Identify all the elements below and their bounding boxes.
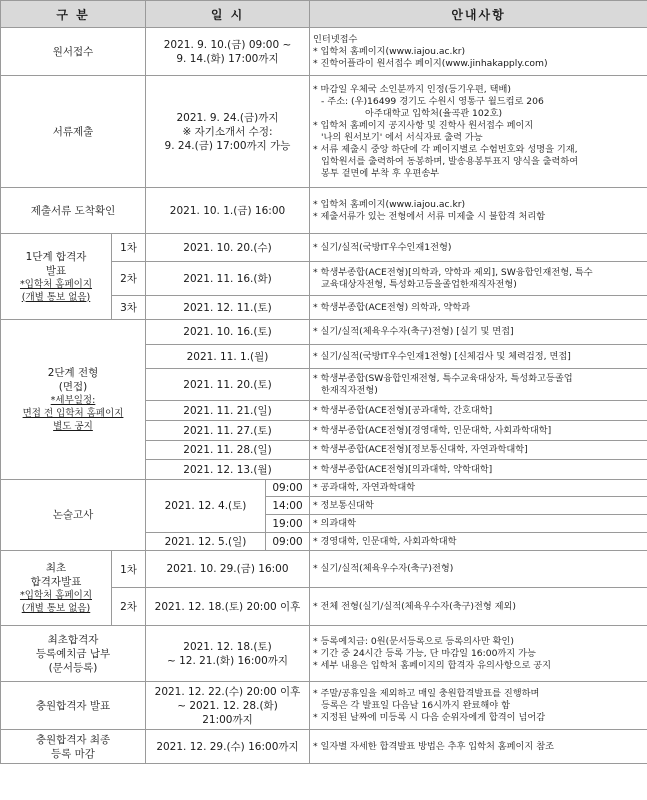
row-stage2-item bbox=[1, 320, 647, 345]
date-cell: 2021. 10. 20.(수) bbox=[146, 234, 310, 262]
date-cell: 2021. 12. 22.(수) 20:00 이후 ~ 2021. 12. 28.(화) 21:00까지 bbox=[146, 682, 310, 730]
info-line: * 마감일 우체국 소인분까지 인정(등기우편, 택배) bbox=[313, 83, 511, 95]
row-deposit bbox=[1, 626, 647, 682]
info-cell bbox=[310, 369, 647, 401]
info-line: * 입학처 홈페이지(www.iajou.ac.kr) bbox=[313, 198, 466, 210]
stage-note: *세부일정: 면접 전 입학처 홈페이지 별도 공지 bbox=[22, 395, 124, 432]
date-cell: 2021. 12. 18.(토) 20:00 이후 bbox=[146, 588, 310, 626]
info-line: * 서류 제출시 중앙 하단에 각 페이지별로 수험번호와 성명을 기재, bbox=[313, 143, 578, 155]
info-line: * 등록예치금: 0원(문서등록으로 등록의사만 확인) bbox=[313, 635, 515, 647]
row-final-1 bbox=[1, 551, 647, 588]
info-cell bbox=[310, 626, 647, 682]
date-cell: 2021. 10. 16.(토) bbox=[146, 320, 310, 345]
row-application bbox=[1, 28, 647, 76]
info-cell bbox=[310, 296, 647, 320]
info-line: * 실기/실적(국방IT우수인재1전형) [신체검사 및 체력검정, 면접] bbox=[313, 350, 571, 362]
stage-title: 2단계 전형 (면접) bbox=[47, 367, 99, 393]
info-line: * 지정된 날짜에 미등록 시 다음 순위자에게 합격이 넘어감 bbox=[313, 711, 546, 723]
info-cell bbox=[310, 441, 647, 460]
info-cell bbox=[310, 682, 647, 730]
date-cell: 2021. 10. 29.(금) 16:00 bbox=[146, 551, 310, 588]
date-cell: 2021. 11. 21.(일) bbox=[146, 401, 310, 421]
info-cell bbox=[310, 76, 647, 188]
info-line: * 실기/실적(체육우수자(축구)전형) bbox=[313, 563, 454, 574]
time-cell: 19:00 bbox=[266, 515, 310, 533]
row-final-deadline bbox=[1, 730, 647, 764]
info-line: * 학생부종합(ACE전형)[공과대학, 간호대학] bbox=[313, 404, 493, 416]
date-cell: 2021. 12. 11.(토) bbox=[146, 296, 310, 320]
stage-title: 최초 합격자발표 bbox=[30, 562, 82, 588]
info-line: 봉투 겉면에 부착 후 우편송부 bbox=[321, 167, 440, 179]
info-cell bbox=[310, 421, 647, 441]
info-cell: * 의과대학 bbox=[310, 515, 647, 533]
stage-note: *입학처 홈페이지 (개별 통보 없음) bbox=[19, 278, 92, 303]
info-line: 아주대학교 입학처(율곡관 102호) bbox=[365, 107, 503, 119]
time-cell: 14:00 bbox=[266, 497, 310, 515]
round-label: 3차 bbox=[112, 296, 146, 320]
info-line: * 실기/실적(국방IT우수인재1전형) bbox=[313, 241, 452, 253]
header-date: 일 시 bbox=[146, 1, 310, 28]
header-category: 구 분 bbox=[1, 1, 146, 28]
time-cell: 09:00 bbox=[266, 533, 310, 551]
info-line: * 실기/실적(체육우수자(축구)전형) [실기 및 면접] bbox=[313, 326, 514, 337]
round-label: 2차 bbox=[112, 262, 146, 296]
header-info: 안내사항 bbox=[310, 1, 647, 28]
info-line: * 학생부종합(ACE전형)[의학과, 약학과 제외], SW융합인재전형, 특수 bbox=[313, 266, 593, 278]
stage-label bbox=[1, 320, 146, 480]
date-cell: 2021. 12. 29.(수) 16:00까지 bbox=[146, 730, 310, 764]
stage-label: 원서접수 bbox=[1, 28, 146, 76]
info-line: * 입학처 홈페이지(www.iajou.ac.kr) bbox=[313, 45, 466, 57]
info-cell bbox=[310, 730, 647, 764]
info-cell bbox=[310, 588, 647, 626]
stage-note: *입학처 홈페이지 (개별 통보 없음) bbox=[19, 590, 92, 614]
date-cell: 2021. 12. 18.(토) ~ 12. 21.(화) 16:00까지 bbox=[146, 626, 310, 682]
info-cell bbox=[310, 262, 647, 296]
info-line: * 학생부종합(ACE전형)[정보통신대학, 자연과학대학] bbox=[313, 444, 528, 455]
date-cell: 2021. 9. 24.(금)까지 ※ 자기소개서 수정: 9. 24.(금) 17:00까지 가능 bbox=[146, 76, 310, 188]
info-line: * 학생부종합(SW융합인재전형, 특수교육대상자, 특성화고등졸업 bbox=[313, 372, 573, 384]
info-line: 교육대상자전형, 특성화고등을졸업한재직자전형) bbox=[321, 278, 517, 290]
row-doc-check bbox=[1, 188, 647, 234]
date-cell: 2021. 10. 1.(금) 16:00 bbox=[146, 188, 310, 234]
date-cell: 2021. 11. 1.(월) bbox=[146, 345, 310, 369]
round-label: 2차 bbox=[112, 588, 146, 626]
date-cell: 2021. 11. 28.(일) bbox=[146, 441, 310, 460]
date-cell: 2021. 12. 4.(토) bbox=[146, 480, 266, 533]
date-cell: 2021. 11. 20.(토) bbox=[146, 369, 310, 401]
stage-label: 서류제출 bbox=[1, 76, 146, 188]
info-line: 인터넷접수 bbox=[313, 33, 358, 45]
info-line: * 학생부종합(ACE전형) 의학과, 약학과 bbox=[313, 301, 471, 313]
info-cell: * 정보통신대학 bbox=[310, 497, 647, 515]
info-line: * 제출서류가 있는 전형에서 서류 미제출 시 불합격 처리함 bbox=[313, 210, 546, 222]
info-line: * 전체 전형(실기/실적(체육우수자(축구)전형 제외) bbox=[313, 600, 516, 612]
date-cell: 2021. 9. 10.(금) 09:00 ~ 9. 14.(화) 17:00까지 bbox=[146, 28, 310, 76]
info-cell bbox=[310, 188, 647, 234]
info-line: 입학원서를 출력하여 동봉하며, 발송용봉투표지 양식을 출력하여 bbox=[321, 155, 579, 167]
stage-label: 제출서류 도착확인 bbox=[1, 188, 146, 234]
info-line: * 진학어플라이 원서접수 페이지(www.jinhakapply.com) bbox=[313, 57, 548, 69]
row-stage1-1 bbox=[1, 234, 647, 262]
info-line: * 학생부종합(ACE전형)[의과대학, 약학대학] bbox=[313, 463, 493, 475]
stage-label: 최초합격자 등록예치금 납부 (문서등록) bbox=[1, 626, 146, 682]
row-documents bbox=[1, 76, 647, 188]
info-line: '나의 원서보기' 에서 서식자료 출력 가능 bbox=[321, 131, 483, 143]
date-cell: 2021. 12. 5.(일) bbox=[146, 533, 266, 551]
stage-label: 충원합격자 발표 bbox=[1, 682, 146, 730]
row-essay-slot bbox=[1, 480, 647, 497]
stage-label: 충원합격자 최종 등록 마감 bbox=[1, 730, 146, 764]
round-label: 1차 bbox=[112, 234, 146, 262]
info-line: 한재직자전형) bbox=[321, 384, 378, 396]
stage-label bbox=[1, 551, 112, 626]
time-cell: 09:00 bbox=[266, 480, 310, 497]
date-cell: 2021. 12. 13.(월) bbox=[146, 460, 310, 480]
info-cell bbox=[310, 234, 647, 262]
info-line: * 세부 내용은 입학처 홈페이지의 합격자 유의사항으로 공지 bbox=[313, 659, 552, 671]
info-line: 등록은 각 발표일 다음날 16시까지 완료해야 함 bbox=[321, 699, 510, 711]
info-line: * 주말/공휴일을 제외하고 매일 충원합격발표를 진행하며 bbox=[313, 687, 540, 699]
info-cell bbox=[310, 401, 647, 421]
info-line: * 학생부종합(ACE전형)[경영대학, 인문대학, 사회과학대학] bbox=[313, 424, 552, 436]
info-cell bbox=[310, 460, 647, 480]
info-cell: * 공과대학, 자연과학대학 bbox=[310, 480, 647, 497]
info-line: * 입학처 홈페이지 공지사항 및 진학사 원서접수 페이지 bbox=[313, 119, 534, 131]
date-cell: 2021. 11. 16.(화) bbox=[146, 262, 310, 296]
date-cell: 2021. 11. 27.(토) bbox=[146, 421, 310, 441]
info-cell bbox=[310, 345, 647, 369]
info-line: * 기간 중 24시간 등록 가능, 단 마감일 16:00까지 가능 bbox=[313, 647, 536, 659]
stage-label bbox=[1, 234, 112, 320]
stage-label: 논술고사 bbox=[1, 480, 146, 551]
round-label: 1차 bbox=[112, 551, 146, 588]
info-cell bbox=[310, 28, 647, 76]
info-line: - 주소: (우)16499 경기도 수원시 영통구 월드컵로 206 bbox=[321, 95, 544, 107]
info-cell bbox=[310, 551, 647, 588]
table-header bbox=[1, 1, 647, 28]
stage-title: 1단계 합격자 발표 bbox=[25, 250, 87, 277]
info-line: * 일자별 자세한 합격발표 방법은 추후 입학처 홈페이지 참조 bbox=[313, 740, 554, 752]
info-cell: * 경영대학, 인문대학, 사회과학대학 bbox=[310, 533, 647, 551]
info-cell bbox=[310, 320, 647, 345]
row-additional bbox=[1, 682, 647, 730]
